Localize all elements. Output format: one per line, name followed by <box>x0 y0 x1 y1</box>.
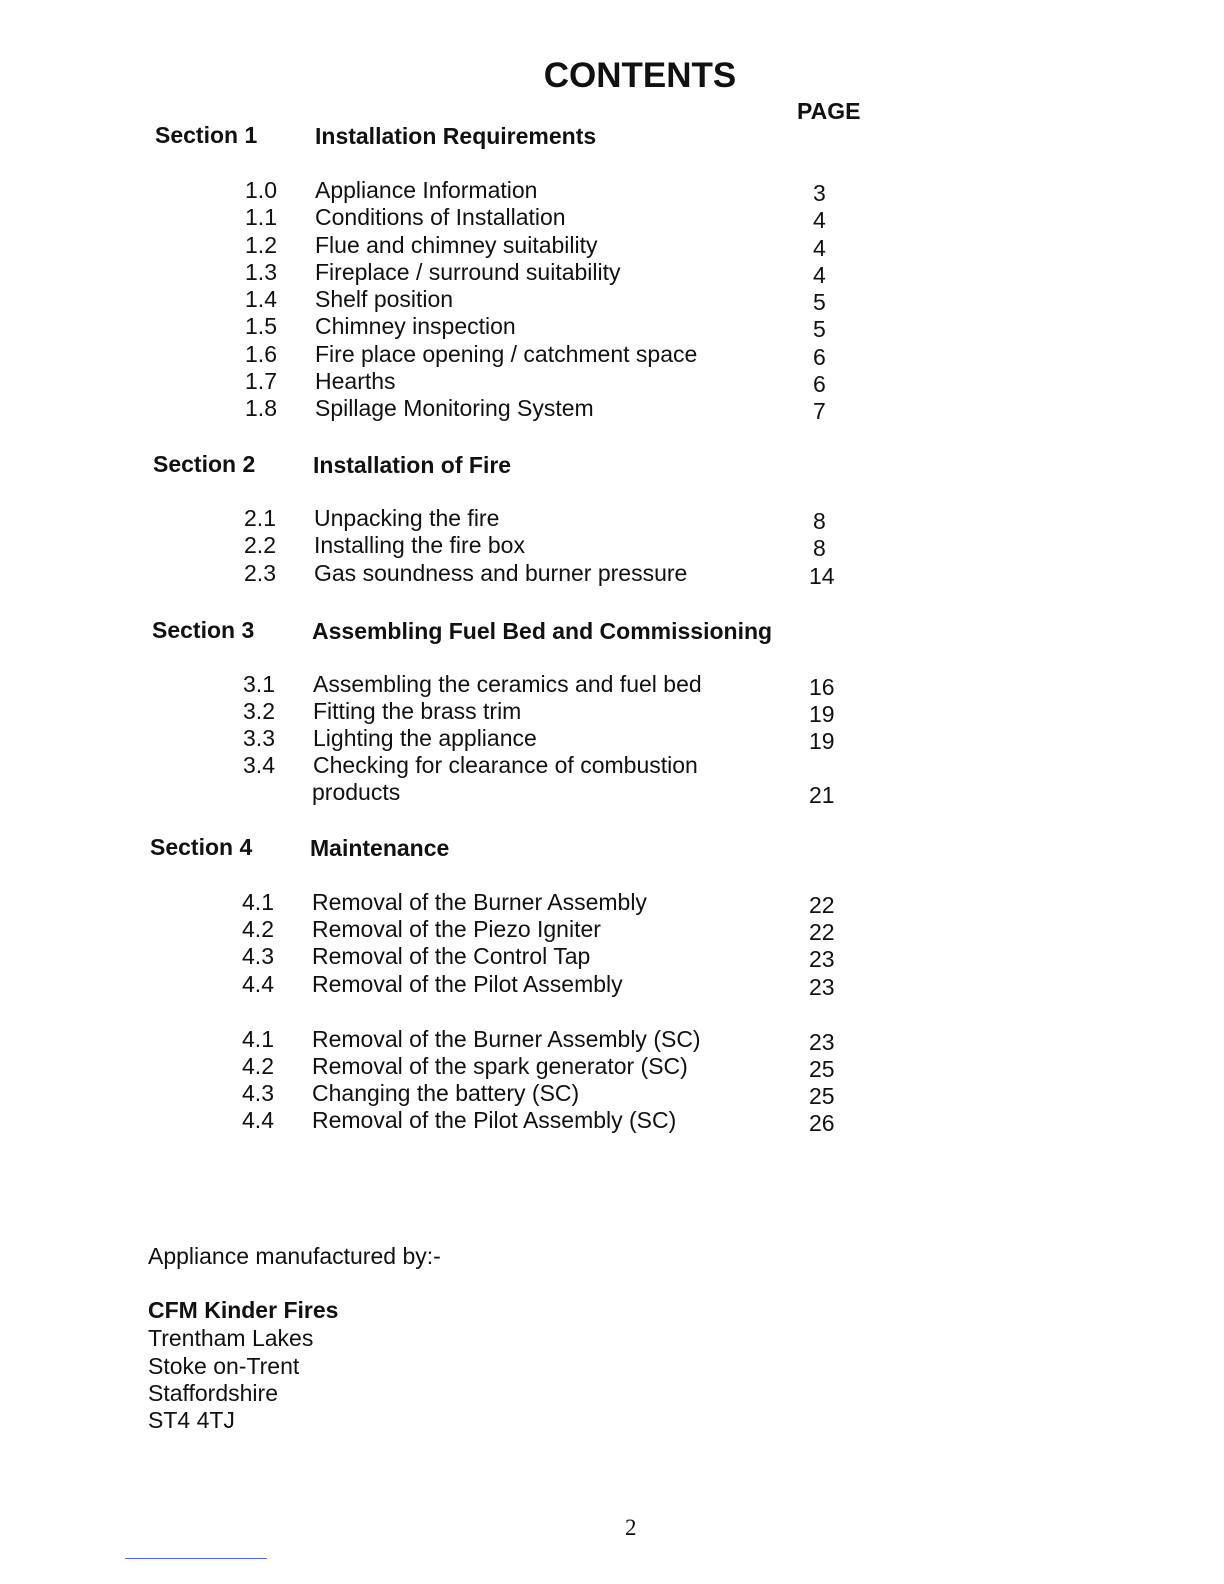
entry-number: 2.3 <box>244 560 276 586</box>
entry-page: 5 <box>813 316 826 342</box>
entry-title: Fire place opening / catchment space <box>315 341 698 367</box>
entry-page: 22 <box>809 892 835 918</box>
address-line: ST4 4TJ <box>148 1407 235 1433</box>
entry-number: 4.1 <box>242 889 274 915</box>
entry-title: Checking for clearance of combustion <box>313 752 698 778</box>
entry-title: Gas soundness and burner pressure <box>314 560 688 586</box>
entry-page: 7 <box>813 398 826 424</box>
entry-title: Removal of the Pilot Assembly <box>312 971 623 997</box>
entry-title: Lighting the appliance <box>313 725 537 751</box>
entry-page: 23 <box>809 946 835 972</box>
entry-page: 16 <box>809 674 835 700</box>
entry-page: 19 <box>809 728 835 754</box>
entry-title: Hearths <box>315 368 396 394</box>
entry-number: 1.3 <box>245 259 277 285</box>
entry-page: 6 <box>813 371 826 397</box>
address-line: Staffordshire <box>148 1380 278 1406</box>
entry-page: 4 <box>813 235 826 261</box>
entry-title: Chimney inspection <box>315 313 516 339</box>
entry-number: 4.3 <box>242 1080 274 1106</box>
entry-page: 4 <box>813 262 826 288</box>
entry-page: 3 <box>813 180 826 206</box>
entry-title: Flue and chimney suitability <box>315 232 598 258</box>
entry-title: Removal of the Control Tap <box>312 943 591 969</box>
entry-number: 1.4 <box>245 286 277 312</box>
entry-number: 4.1 <box>242 1026 274 1052</box>
section-heading: Assembling Fuel Bed and Commissioning <box>312 618 773 644</box>
entry-page: 23 <box>809 1029 835 1055</box>
entry-number: 3.3 <box>243 725 275 751</box>
entry-title: Conditions of Installation <box>315 204 566 230</box>
page-column-header: PAGE <box>797 98 861 124</box>
entry-page: 25 <box>809 1056 835 1082</box>
divider-line <box>125 1558 267 1559</box>
entry-title: Changing the battery (SC) <box>312 1080 580 1106</box>
entry-number: 3.1 <box>243 671 275 697</box>
entry-page: 26 <box>809 1110 835 1136</box>
entry-page: 23 <box>809 974 835 1000</box>
entry-title: Removal of the Piezo Igniter <box>312 916 601 942</box>
entry-number: 1.8 <box>245 395 277 421</box>
entry-number: 1.2 <box>245 232 277 258</box>
entry-title: Fitting the brass trim <box>313 698 522 724</box>
entry-title: Shelf position <box>315 286 454 312</box>
manufacturer-name: CFM Kinder Fires <box>148 1297 339 1323</box>
section-heading: Installation Requirements <box>315 123 597 149</box>
entry-page: 14 <box>809 563 835 589</box>
entry-number: 4.4 <box>242 1107 274 1133</box>
entry-number: 3.2 <box>243 698 275 724</box>
entry-title: Removal of the Pilot Assembly (SC) <box>312 1107 677 1133</box>
entry-title: Appliance Information <box>315 177 538 203</box>
entry-page: 8 <box>813 508 826 534</box>
entry-number: 4.3 <box>242 943 274 969</box>
section-heading: Installation of Fire <box>313 452 512 478</box>
entry-number: 2.1 <box>244 505 276 531</box>
address-line: Trentham Lakes <box>148 1325 314 1351</box>
entry-title: Spillage Monitoring System <box>315 395 594 421</box>
entry-title: Fireplace / surround suitability <box>315 259 621 285</box>
entry-title: Assembling the ceramics and fuel bed <box>313 671 702 697</box>
page-number: 2 <box>625 1515 637 1540</box>
section-label: Section 4 <box>150 834 253 860</box>
entry-title-continued: products <box>312 779 401 805</box>
entry-title: Installing the fire box <box>314 532 525 558</box>
entry-number: 1.7 <box>245 368 277 394</box>
page-title: CONTENTS <box>543 56 737 95</box>
entry-page: 8 <box>813 535 826 561</box>
entry-title: Removal of the spark generator (SC) <box>312 1053 688 1079</box>
section-label: Section 3 <box>152 617 255 643</box>
entry-title: Removal of the Burner Assembly <box>312 889 647 915</box>
entry-page: 21 <box>809 782 835 808</box>
entry-number: 1.0 <box>245 177 277 203</box>
entry-page: 19 <box>809 701 835 727</box>
entry-number: 2.2 <box>244 532 276 558</box>
entry-page: 6 <box>813 344 826 370</box>
entry-page: 22 <box>809 919 835 945</box>
entry-title: Removal of the Burner Assembly (SC) <box>312 1026 701 1052</box>
entry-number: 4.2 <box>242 916 274 942</box>
entry-number: 4.2 <box>242 1053 274 1079</box>
entry-number: 1.1 <box>245 204 277 230</box>
entry-title: Unpacking the fire <box>314 505 500 531</box>
section-label: Section 1 <box>155 122 258 148</box>
manufacturer-intro: Appliance manufactured by:- <box>148 1243 441 1269</box>
entry-page: 4 <box>813 207 826 233</box>
entry-page: 5 <box>813 289 826 315</box>
entry-number: 1.5 <box>245 313 277 339</box>
entry-number: 3.4 <box>243 752 275 778</box>
section-label: Section 2 <box>153 451 256 477</box>
entry-number: 1.6 <box>245 341 277 367</box>
entry-page: 25 <box>809 1083 835 1109</box>
address-line: Stoke on-Trent <box>148 1353 300 1379</box>
entry-number: 4.4 <box>242 971 274 997</box>
section-heading: Maintenance <box>310 835 450 861</box>
